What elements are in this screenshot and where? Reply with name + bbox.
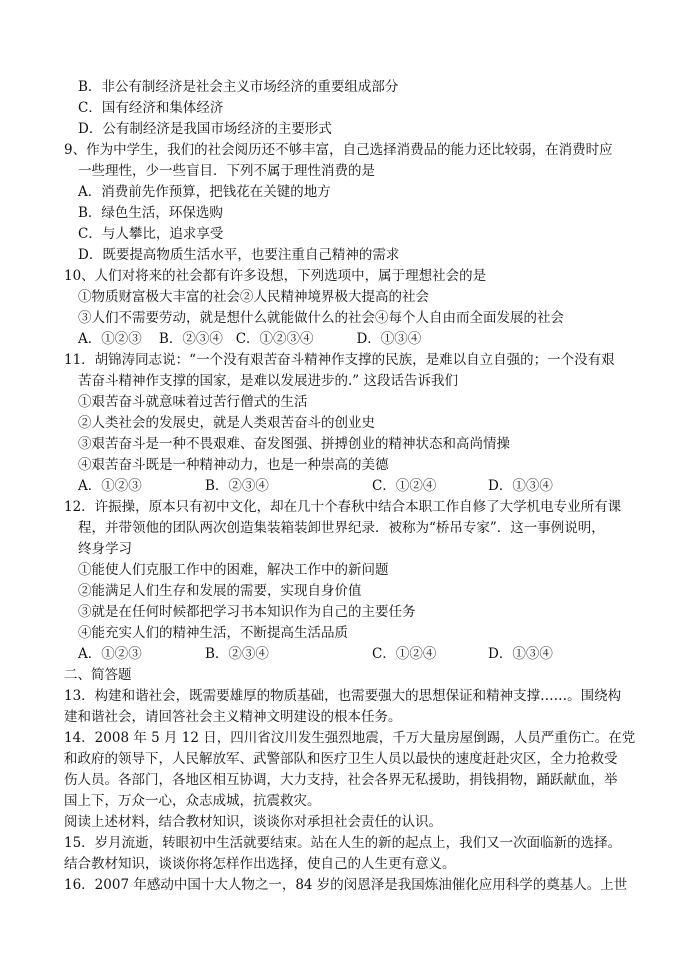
q10-statement-1-2: ①物质财富极大丰富的社会②人民精神境界极大提高的社会 xyxy=(78,289,429,305)
q10-statement-3-4: ③人们不需要劳动，就是想什么就能做什么的社会④每个人自由而全面发展的社会 xyxy=(78,310,564,326)
q13-line2: 建和谐社会，请回答社会主义精神文明建设的根本任务。 xyxy=(64,709,402,725)
q14-line1: 14．2008 年 5 月 12 日，四川省汶川发生强烈地震，千万大量房屋倒踢，人员严重伤亡。在党 xyxy=(64,730,636,746)
q10-stem: 10、人们对将来的社会都有许多设想，下列选项中，属于理想社会的是 xyxy=(64,268,487,284)
q14-line2: 和政府的领导下，人民解放军、武警部队和医疗卫生人员以最快的速度赶赴灾区，全力抢救受 xyxy=(64,751,618,767)
q12-stem-line3: 终身学习 xyxy=(78,541,132,557)
q15-line1: 15．岁月流逝，转眼初中生活就要结束。站在人生的新的起点上，我们又一次面临新的选择。 xyxy=(64,835,622,851)
q12-statement-2: ②能满足人们生存和发展的需要，实现自身价值 xyxy=(78,583,362,599)
q16-line1: 16．2007 年感动中国十大人物之一，84 岁的闵恩泽是我国炼油催化应用科学的奠基人。上世 xyxy=(64,877,628,893)
q13-line1: 13．构建和谐社会，既需要雄厚的物质基础，也需要强大的思想保证和精神支撑……。围绕构 xyxy=(64,688,622,704)
q8-option-c: C．国有经济和集体经济 xyxy=(78,100,224,116)
q12-option-d: D．①③④ xyxy=(488,646,553,662)
q9-option-a: A．消费前先作预算，把钱花在关键的地方 xyxy=(78,184,331,200)
q11-statement-1: ①艰苦奋斗就意味着过苦行僧式的生活 xyxy=(78,394,308,410)
q9-option-b: B．绿色生活，环保选购 xyxy=(78,205,223,221)
q11-option-b: B．②③④ xyxy=(205,478,269,494)
q11-option-c: C．①②④ xyxy=(372,478,437,494)
q8-option-d: D．公有制经济是我国市场经济的主要形式 xyxy=(78,121,332,137)
q14-prompt: 阅读上述材料，结合教材知识，谈谈你对承担社会责任的认识。 xyxy=(64,814,442,830)
q11-stem-line1: 11．胡锦涛同志说：“一个没有艰苦奋斗精神作支撑的民族，是难以自立自强的；一个没有艰 xyxy=(64,352,615,368)
q15-line2: 结合教材知识，谈谈你将怎样作出选择，使自己的人生更有意义。 xyxy=(64,856,456,872)
q8-option-b: B．非公有制经济是社会主义市场经济的重要组成部分 xyxy=(78,79,399,95)
q12-option-c: C．①②④ xyxy=(372,646,437,662)
q11-statement-4: ④艰苦奋斗既是一种精神动力，也是一种崇高的美德 xyxy=(78,457,389,473)
q12-stem-line2: 程，并带领他的团队两次创造集装箱装卸世界纪录．被称为“桥吊专家”．这一事例说明， xyxy=(78,520,605,536)
q9-stem-line2: 一些理性，少一些盲目．下列不属于理性消费的是 xyxy=(78,163,375,179)
q14-line3: 伤人员。各部门，各地区相互协调，大力支持，社会各界无私援助，捐钱捐物，踊跃献血，举 xyxy=(64,772,618,788)
q9-option-c: C．与人攀比，追求享受 xyxy=(78,226,224,242)
q9-stem-line1: 9、作为中学生，我们的社会阅历还不够丰富，自己选择消费品的能力还比较弱，在消费时应 xyxy=(64,142,613,158)
section-heading-short-answer: 二、简答题 xyxy=(64,667,132,683)
q11-stem-line2: 苦奋斗精神作支撑的国家，是难以发展进步的.” 这段话告诉我们 xyxy=(78,373,458,389)
q9-option-d: D．既要提高物质生活水平，也要注重自己精神的需求 xyxy=(78,247,400,263)
q12-option-a: A．①②③ xyxy=(78,646,142,662)
q11-statement-3: ③艰苦奋斗是一种不畏艰难、奋发图强、拼搏创业的精神状态和高尚情操 xyxy=(78,436,510,452)
q14-line4: 国上下，万众一心，众志成城，抗震救灾。 xyxy=(64,793,321,809)
q10-options: A．①②③ B．②③④ C．①②③④ D．①③④ xyxy=(78,331,422,347)
q12-statement-4: ④能充实人们的精神生活，不断提高生活品质 xyxy=(78,625,348,641)
q11-statement-2: ②人类社会的发展史，就是人类艰苦奋斗的创业史 xyxy=(78,415,375,431)
q12-statement-3: ③就是在任何时候都把学习书本知识作为自己的主要任务 xyxy=(78,604,416,620)
q12-statement-1: ①能使人们克服工作中的困难，解决工作中的新问题 xyxy=(78,562,389,578)
q12-stem-line1: 12．许振操，原本只有初中文化，却在几十个春秋中结合本职工作自修了大学机电专业所有课 xyxy=(64,499,622,515)
q11-option-a: A．①②③ xyxy=(78,478,142,494)
q12-option-b: B．②③④ xyxy=(205,646,269,662)
q11-option-d: D．①③④ xyxy=(488,478,553,494)
